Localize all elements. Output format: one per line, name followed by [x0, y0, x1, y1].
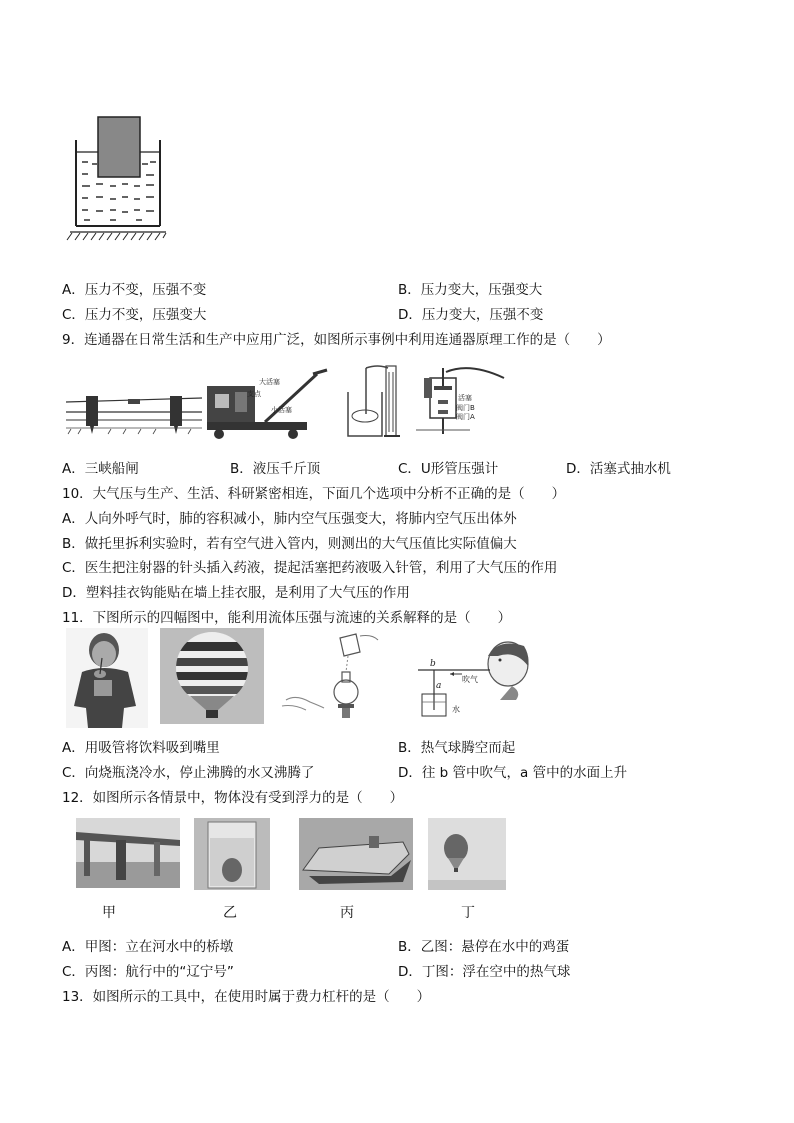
q8-option-b: B．压力变大，压强变大 — [398, 282, 543, 298]
q10-option-c: C．医生把注射器的针头插入药液，提起活塞把药液吸入针管，利用了大气压的作用 — [62, 560, 558, 576]
water-label: 水 — [452, 705, 460, 714]
q12-option-b: B．乙图：悬停在水中的鸡蛋 — [398, 939, 570, 955]
q11-option-c: C．向烧瓶浇冷水，停止沸腾的水又沸腾了 — [62, 765, 315, 781]
blow-label: 吹气 — [462, 675, 478, 684]
q11-option-a: A．用吸管将饮料吸到嘴里 — [62, 740, 220, 756]
beaker-block-figure — [66, 112, 170, 252]
q9-option-c: C．U形管压强计 — [398, 461, 499, 477]
pump-valve-a-label: 阀门A — [456, 413, 475, 421]
q9-option-b: B．液压千斤顶 — [230, 461, 321, 477]
q13-stem: 13．如图所示的工具中，在使用时属于费力杠杆的是（ ） — [62, 989, 431, 1005]
hot-air-balloon-figure — [160, 628, 264, 724]
q10-option-a: A．人向外呼气时，肺的容积减小，肺内空气压强变大，将肺内空气压出体外 — [62, 511, 517, 527]
tube-a-label: a — [436, 681, 442, 691]
q10-stem: 10．大气压与生产、生活、科研紧密相连，下面几个选项中分析不正确的是（ ） — [62, 486, 566, 502]
jack-small-piston-label: 小活塞 — [271, 406, 292, 414]
caption-ding: 丁 — [461, 905, 475, 921]
egg-in-water-figure — [194, 818, 270, 890]
q9-option-d: D．活塞式抽水机 — [566, 461, 671, 477]
floating-balloon-figure — [428, 818, 506, 890]
q12-option-d: D．丁图：浮在空中的热气球 — [398, 964, 571, 980]
bridge-pier-figure — [76, 818, 180, 888]
q8-option-a: A．压力不变，压强不变 — [62, 282, 207, 298]
pump-valve-b-label: 阀门B — [456, 404, 475, 412]
boy-blowing-tube-figure — [412, 630, 538, 726]
q10-option-d: D．塑料挂衣钩能贴在墙上挂衣服，是利用了大气压的作用 — [62, 585, 410, 601]
ship-lock-figure — [66, 386, 202, 440]
q12-stem: 12．如图所示各情景中，物体没有受到浮力的是（ ） — [62, 790, 404, 806]
pump-piston-label: 活塞 — [458, 394, 472, 402]
caption-yi: 乙 — [223, 905, 237, 921]
q11-option-d: D．往 b 管中吹气，a 管中的水面上升 — [398, 765, 628, 781]
q9-stem: 9．连通器在日常生活和生产中应用广泛，如图所示事例中利用连通器原理工作的是（ ） — [62, 332, 611, 348]
q12-option-c: C．丙图：航行中的“辽宁号” — [62, 964, 234, 980]
q12-option-a: A．甲图：立在河水中的桥墩 — [62, 939, 234, 955]
caption-jia: 甲 — [102, 905, 116, 921]
caption-bing: 丙 — [340, 905, 354, 921]
tube-b-label: b — [430, 659, 436, 669]
flask-cold-water-figure — [280, 630, 380, 724]
u-tube-gauge-figure — [340, 362, 404, 442]
jack-support-label: 支点 — [247, 390, 261, 398]
q9-option-a: A．三峡船闸 — [62, 461, 139, 477]
q8-option-d: D．压力变大，压强不变 — [398, 307, 544, 323]
q10-option-b: B．做托里拆利实验时，若有空气进入管内，则测出的大气压值比实际值偏大 — [62, 536, 517, 552]
jack-big-piston-label: 大活塞 — [259, 378, 280, 386]
hydraulic-jack-figure — [205, 368, 335, 444]
q8-option-c: C．压力不变，压强变大 — [62, 307, 207, 323]
q11-stem: 11．下图所示的四幅图中，能利用流体压强与流速的关系解释的是（ ） — [62, 610, 512, 626]
q11-option-b: B．热气球腾空而起 — [398, 740, 516, 756]
boy-drinking-straw-figure — [66, 628, 148, 728]
piston-pump-figure — [410, 364, 506, 440]
liaoning-carrier-figure — [299, 818, 413, 890]
